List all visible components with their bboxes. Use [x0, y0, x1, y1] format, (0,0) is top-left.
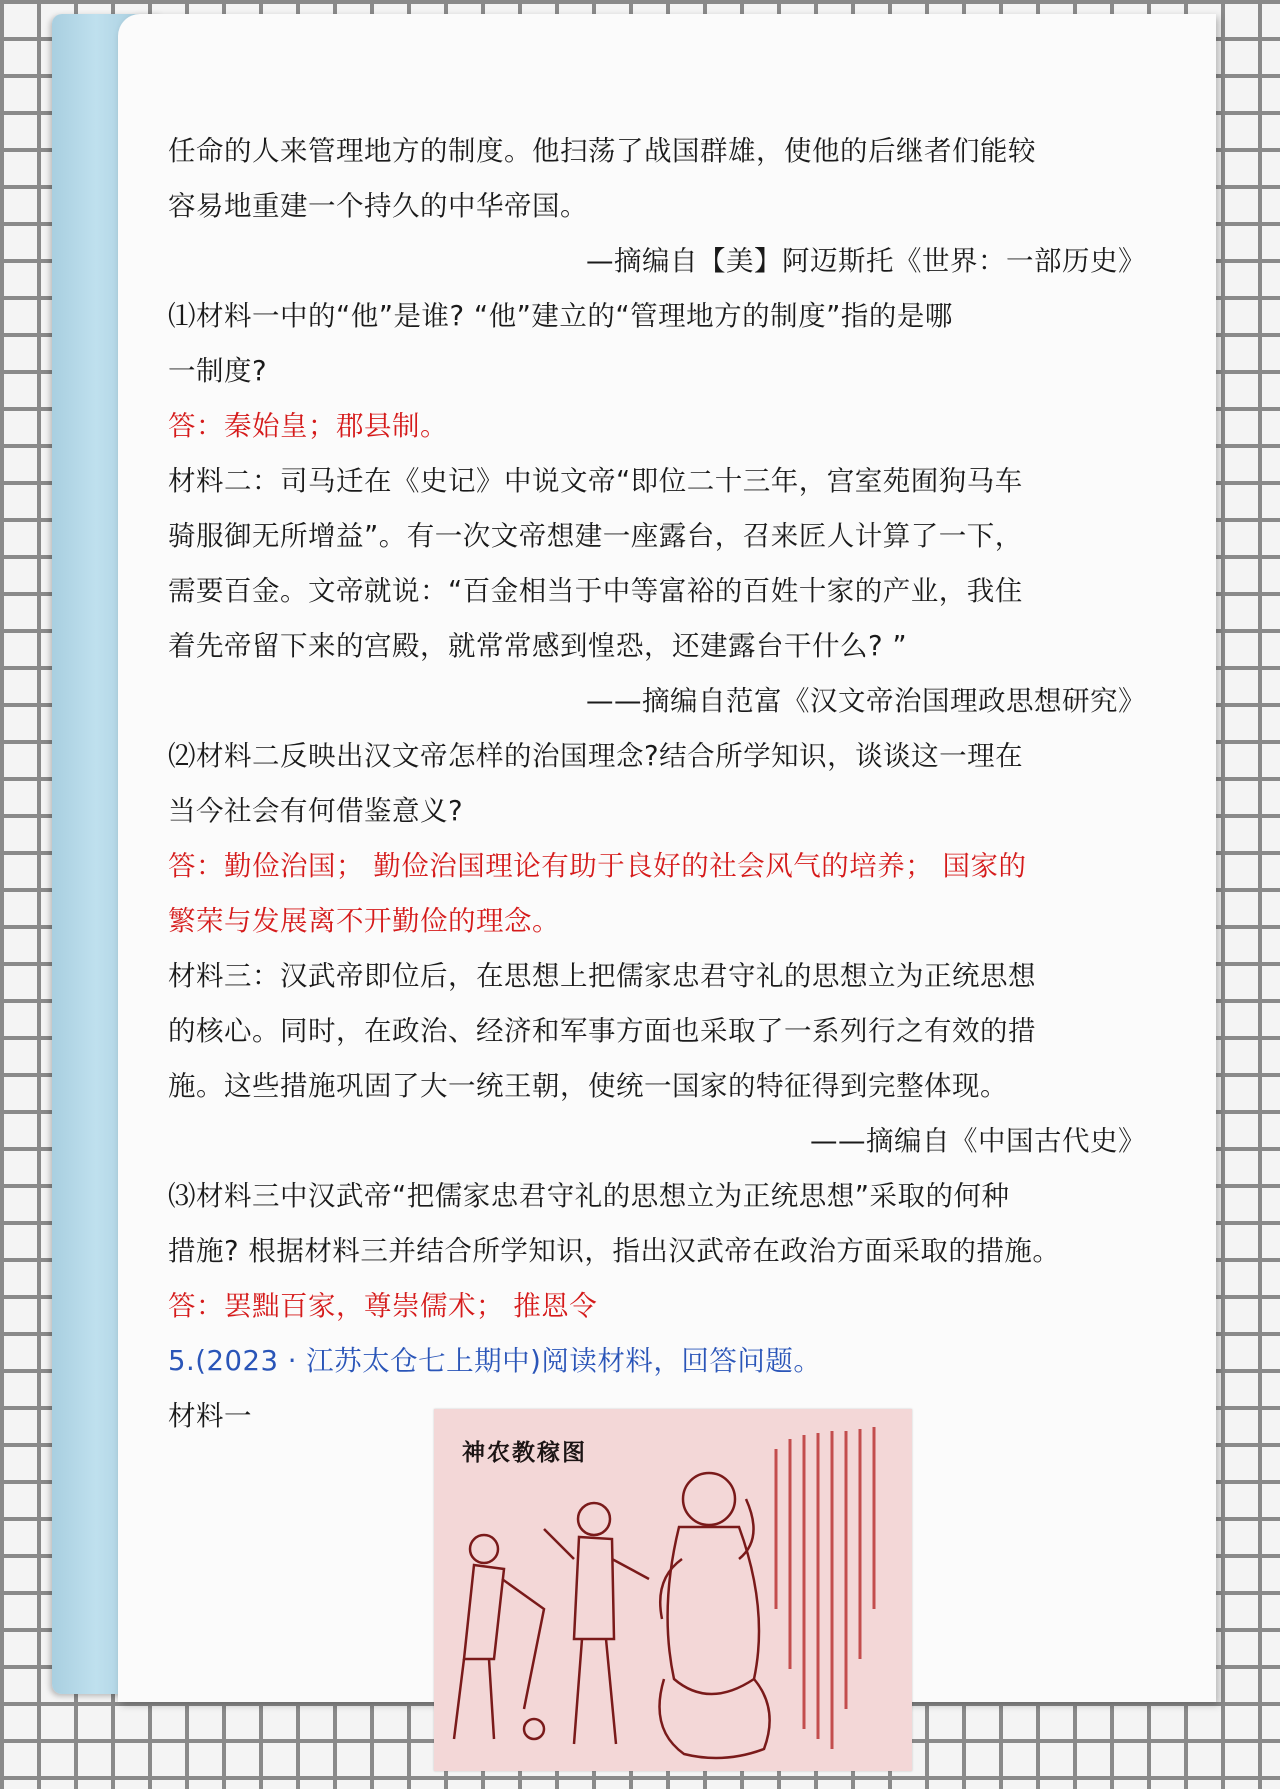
- text-line: 任命的人来管理地方的制度。他扫荡了战国群雄，使他的后继者们能较: [168, 135, 1036, 167]
- text-line: 的核心。同时，在政治、经济和军事方面也采取了一系列行之有效的措: [168, 1015, 1036, 1047]
- text-line: 需要百金。文帝就说：“百金相当于中等富裕的百姓十家的产业，我住: [168, 575, 1023, 607]
- text-line: 一制度?: [168, 355, 268, 387]
- text-line: ⑵材料二反映出汉文帝怎样的治国理念?结合所学知识，谈谈这一理在: [168, 740, 1024, 772]
- answer-line: 答：秦始皇；郡县制。: [168, 410, 448, 442]
- material-one-label: 材料一: [168, 1400, 252, 1432]
- source-citation: ——摘编自《中国古代史》: [810, 1125, 1146, 1157]
- text-line: 材料二：司马迁在《史记》中说文帝“即位二十三年，宫室苑囿狗马车: [168, 465, 1023, 497]
- text-line: 材料三：汉武帝即位后，在思想上把儒家忠君守礼的思想立为正统思想: [168, 960, 1036, 992]
- woodcut-figures: [434, 1409, 912, 1771]
- shennong-illustration: [434, 1409, 912, 1771]
- farmer-figure: [454, 1535, 544, 1739]
- text-line: 骑服御无所增益”。有一次文帝想建一座露台，召来匠人计算了一下，: [168, 520, 1023, 552]
- text-line: 容易地重建一个持久的中华帝国。: [168, 190, 588, 222]
- document-content: [168, 124, 1168, 1789]
- answer-line: 繁荣与发展离不开勤俭的理念。: [168, 905, 560, 937]
- text-line: ⑶材料三中汉武帝“把儒家忠君守礼的思想立为正统思想”采取的何种: [168, 1180, 1010, 1212]
- source-citation: ——摘编自范富《汉文帝治国理政思想研究》: [586, 685, 1146, 717]
- answer-line: 答：勤俭治国； 勤俭治国理论有助于良好的社会风气的培养； 国家的: [168, 850, 1027, 882]
- text-line: 措施? 根据材料三并结合所学知识，指出汉武帝在政治方面采取的措施。: [168, 1235, 1061, 1267]
- text-line: 当今社会有何借鉴意义?: [168, 795, 464, 827]
- answer-line: 答：罢黜百家，尊崇儒术； 推恩令: [168, 1290, 598, 1322]
- text-line: ⑴材料一中的“他”是谁? “他”建立的“管理地方的制度”指的是哪: [168, 300, 953, 332]
- text-lines: [168, 124, 1168, 1389]
- figure-row: [168, 1389, 1168, 1789]
- question-heading: 5.(2023 · 江苏太仓七上期中)阅读材料，回答问题。: [168, 1345, 822, 1377]
- inscription-columns: [776, 1427, 874, 1749]
- shennong-figure: [660, 1473, 770, 1758]
- illustration-title: 神农教稼图: [462, 1439, 587, 1466]
- text-line: 施。这些措施巩固了大一统王朝，使统一国家的特征得到完整体现。: [168, 1070, 1008, 1102]
- source-citation: —摘编自【美】阿迈斯托《世界：一部历史》: [586, 245, 1146, 277]
- text-line: 着先帝留下来的宫殿，就常常感到惶恐，还建露台干什么? ”: [168, 630, 908, 662]
